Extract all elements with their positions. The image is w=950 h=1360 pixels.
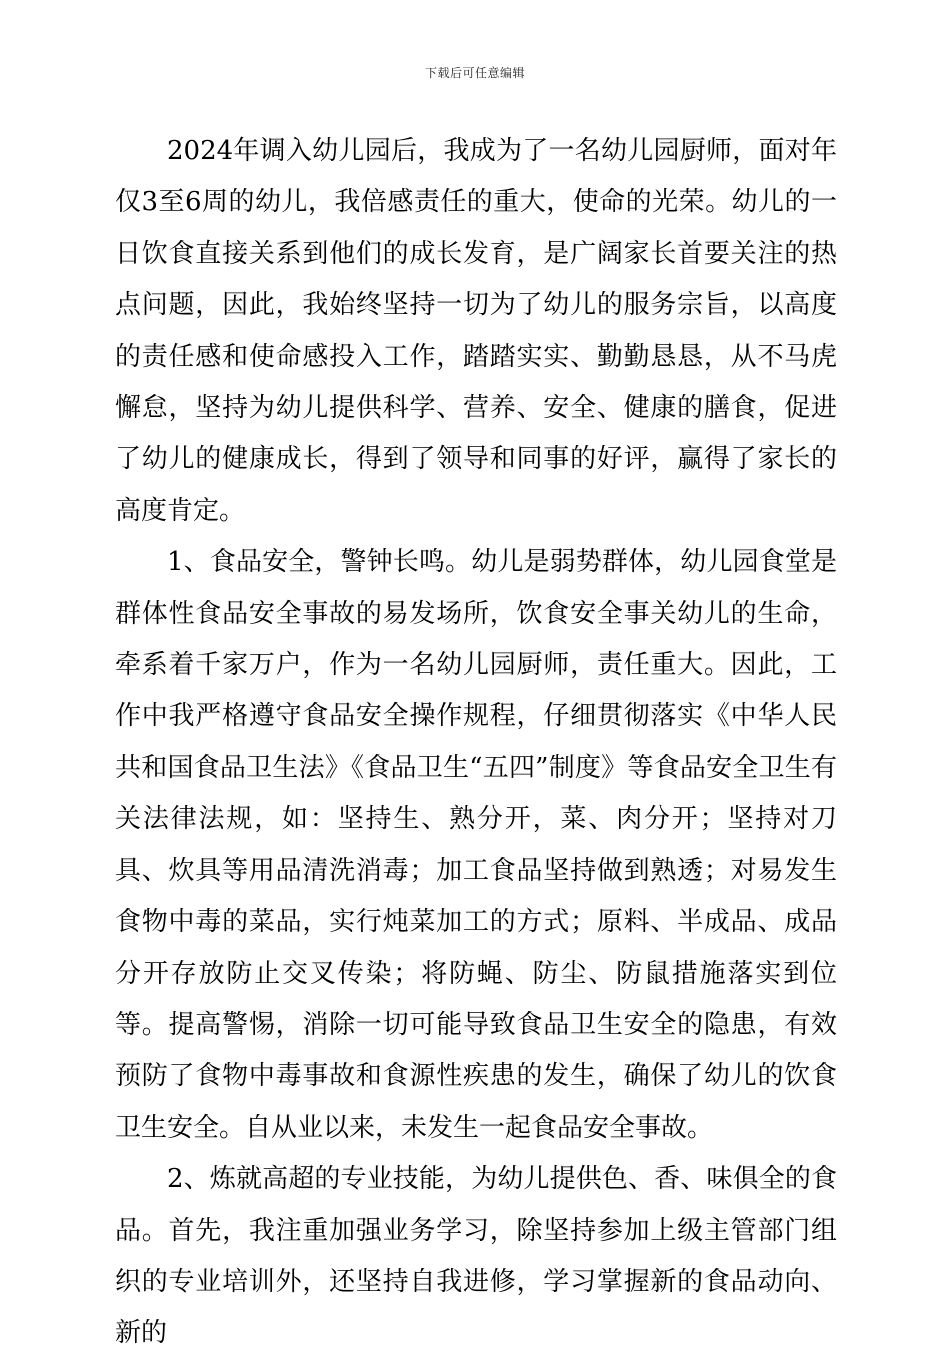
paragraph-intro: 2024年调入幼儿园后，我成为了一名幼儿园厨师，面对年仅3至6周的幼儿，我倍感责任的重大，使命的光荣。幼儿的一日饮食直接关系到他们的成长发育，是广阔家长首要关注的热点问题，因此，我始终坚持一切为了幼儿的服务宗旨，以高度的责任感和使命感投入工作，踏踏实实、勤勤恳恳，从不马虎懈怠，坚持为幼儿提供科学、营养、安全、健康的膳食，促进了幼儿的健康成长，得到了领导和同事的好评，赢得了家长的高度肯定。 — [115, 136, 837, 526]
document-body — [115, 126, 837, 1360]
paragraph-food-safety: 1、食品安全，警钟长鸣。幼儿是弱势群体，幼儿园食堂是群体性食品安全事故的易发场所，饮食安全事关幼儿的生命，牵系着千家万户，作为一名幼儿园厨师，责任重大。因此，工作中我严格遵守食品安全操作规程，仔细贯彻落实《中华人民共和国食品卫生法》《食品卫生“五四”制度》等食品安全卫生有关法律法规，如：坚持生、熟分开，菜、肉分开；坚持对刀具、炊具等用品清洗消毒；加工食品坚持做到熟透；对易发生食物中毒的菜品，实行炖菜加工的方式；原料、半成品、成品分开存放防止交叉传染；将防蝇、防尘、防鼠措施落实到位等。提高警惕，消除一切可能导致食品卫生安全的隐患，有效预防了食物中毒事故和食源性疾患的发生，确保了幼儿的饮食卫生安全。自从业以来，未发生一起食品安全事故。 — [115, 547, 837, 1143]
page-header: 下载后可任意编辑 — [424, 66, 525, 80]
paragraph-professional-skills: 2、炼就高超的专业技能，为幼儿提供色、香、味俱全的食品。首先，我注重加强业务学习，除坚持参加上级主管部门组织的专业培训外，还坚持自我进修，学习掌握新的食品动向、新的 — [115, 1164, 837, 1349]
